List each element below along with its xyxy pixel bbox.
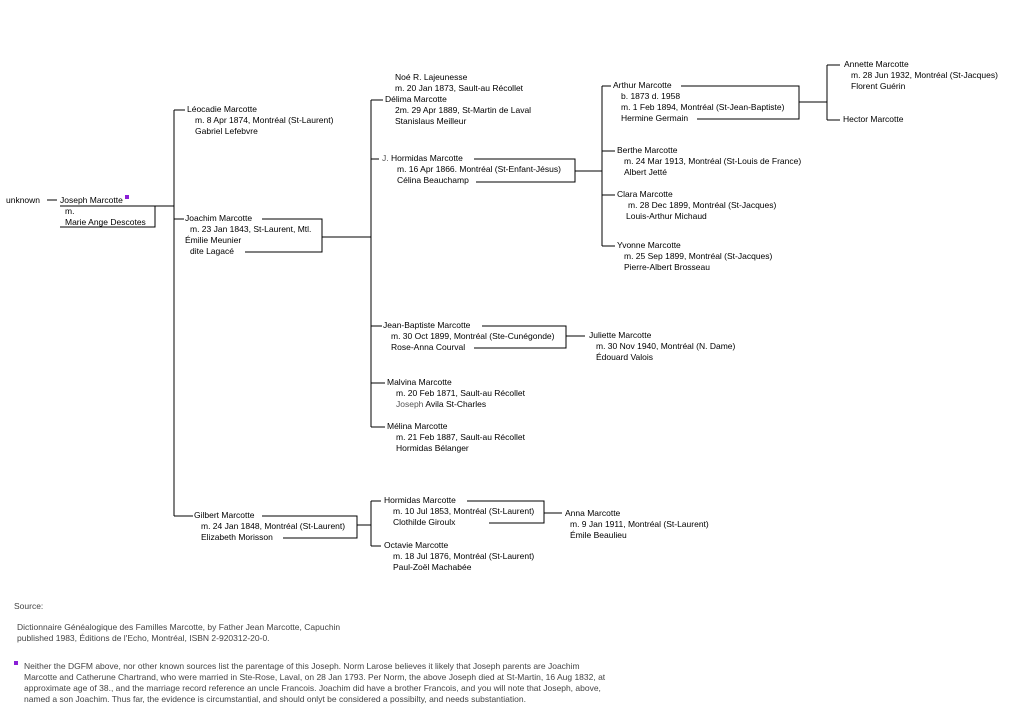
- marriage-info: m. 20 Jan 1873, Sault-au Récollet: [395, 83, 524, 93]
- person-yvonne-marcotte[interactable]: Yvonne Marcotte: [617, 240, 681, 250]
- marriage-info: m. 28 Dec 1899, Montréal (St-Jacques): [628, 200, 777, 210]
- spouse-name: [396, 399, 486, 410]
- marriage-info: m. 8 Apr 1874, Montréal (St-Laurent): [195, 115, 334, 125]
- person-name: Joseph Marcotte: [60, 195, 123, 205]
- spouse-name: Hermine Germain: [621, 113, 689, 123]
- marriage-info: m. 30 Nov 1940, Montréal (N. Dame): [596, 341, 736, 351]
- person-melina-marcotte[interactable]: Mélina Marcotte: [387, 421, 448, 431]
- marriage-info: 2m. 29 Apr 1889, St-Martin de Laval: [395, 105, 532, 115]
- spouse-name: Stanislaus Meilleur: [395, 116, 467, 126]
- footnote-line: Neither the DGFM above, nor other known sources list the parentage of this Joseph. Norm Larose believes it likely that Joseph parents are Joachim: [24, 661, 580, 671]
- spouse-name: Gabriel Lefebvre: [195, 126, 258, 136]
- spouse-prefix: Joseph: [396, 399, 424, 409]
- source-heading: Source:: [14, 601, 44, 611]
- person-berthe-marcotte[interactable]: Berthe Marcotte: [617, 145, 678, 155]
- person-clara-marcotte[interactable]: Clara Marcotte: [617, 189, 673, 199]
- spouse-name: Clothilde Giroulx: [393, 517, 456, 527]
- person-noe-lajeunesse[interactable]: Noé R. Lajeunesse: [395, 72, 468, 82]
- spouse-marie-ange-descotes: Marie Ange Descotes: [65, 217, 146, 227]
- marriage-info: m. 23 Jan 1843, St-Laurent, Mtl.: [190, 224, 312, 234]
- person-jean-baptiste-marcotte[interactable]: Jean-Baptiste Marcotte: [383, 320, 471, 330]
- person-hector-marcotte[interactable]: Hector Marcotte: [843, 114, 904, 124]
- spouse-name: Célina Beauchamp: [397, 175, 469, 185]
- person-malvina-marcotte[interactable]: Malvina Marcotte: [387, 377, 452, 387]
- marriage-info: m. 28 Jun 1932, Montréal (St-Jacques): [851, 70, 998, 80]
- marriage-info: m. 25 Sep 1899, Montréal (St-Jacques): [624, 251, 773, 261]
- marriage-info: m. 30 Oct 1899, Montréal (Ste-Cunégonde): [391, 331, 555, 341]
- life-dates: b. 1873 d. 1958: [621, 91, 681, 101]
- person-arthur-marcotte[interactable]: Arthur Marcotte: [613, 80, 672, 90]
- spouse-name: Rose-Anna Courval: [391, 342, 466, 352]
- person-annette-marcotte[interactable]: Annette Marcotte: [844, 59, 909, 69]
- spouse-name-alias: dite Lagacé: [190, 246, 234, 256]
- spouse-surname: Avila St-Charles: [425, 399, 487, 409]
- marriage-info: m. 10 Jul 1853, Montréal (St-Laurent): [393, 506, 535, 516]
- source-citation-line1: Dictionnaire Généalogique des Familles Marcotte, by Father Jean Marcotte, Capuchin: [17, 622, 341, 632]
- marriage-info: m. 9 Jan 1911, Montréal (St-Laurent): [570, 519, 709, 529]
- person-joseph-marcotte[interactable]: [60, 195, 129, 206]
- spouse-name: Émilie Meunier: [185, 235, 242, 245]
- footnote-text: [24, 661, 605, 705]
- spouse-name: Pierre-Albert Brosseau: [624, 262, 710, 272]
- spouse-name: Paul-Zoël Machabée: [393, 562, 472, 572]
- person-anna-marcotte[interactable]: Anna Marcotte: [565, 508, 621, 518]
- marriage-info: m. 1 Feb 1894, Montréal (St-Jean-Baptiste): [621, 102, 785, 112]
- spouse-name: Elizabeth Morisson: [201, 532, 273, 542]
- person-leocadie-marcotte[interactable]: Léocadie Marcotte: [187, 104, 257, 114]
- person-gilbert-marcotte[interactable]: Gilbert Marcotte: [194, 510, 255, 520]
- marriage-info: m. 21 Feb 1887, Sault-au Récollet: [396, 432, 525, 442]
- spouse-name: Émile Beaulieu: [570, 530, 627, 540]
- person-octavie-marcotte[interactable]: Octavie Marcotte: [384, 540, 449, 550]
- spouse-name: Albert Jetté: [624, 167, 667, 177]
- footnote-line: approximate age of 38., and the marriage record reference an uncle Francois. Joachim did have a brother Francois, and you will note that Joseph, above,: [24, 683, 601, 693]
- unknown-parent-label: unknown: [6, 195, 41, 205]
- marriage-label: m.: [65, 206, 75, 216]
- person-juliette-marcotte[interactable]: Juliette Marcotte: [589, 330, 652, 340]
- spouse-name: Édouard Valois: [596, 352, 654, 362]
- person-joachim-marcotte[interactable]: Joachim Marcotte: [185, 213, 253, 223]
- marriage-info: m. 16 Apr 1866. Montréal (St-Enfant-Jésus): [397, 164, 561, 174]
- marriage-info: m. 20 Feb 1871, Sault-au Récollet: [396, 388, 525, 398]
- person-delima-marcotte[interactable]: Délima Marcotte: [385, 94, 447, 104]
- spouse-name: Louis-Arthur Michaud: [626, 211, 707, 221]
- spouse-name: Florent Guérin: [851, 81, 906, 91]
- source-citation-line2: published 1983, Éditions de l'Echo, Montréal, ISBN 2-920312-20-0.: [17, 633, 270, 643]
- marriage-info: m. 18 Jul 1876, Montréal (St-Laurent): [393, 551, 535, 561]
- footnote-marker-icon: [14, 661, 18, 665]
- footnote-line: Marcotte and Catherune Chartrand, who were married in Ste-Rose, Laval, on 28 Jan 1793. Per Norm, the above Joseph died at St-Martin, 16 Aug 1832, at: [24, 672, 606, 682]
- person-j-hormidas-marcotte[interactable]: [382, 153, 463, 164]
- footnote-marker-icon[interactable]: [125, 195, 129, 199]
- person-hormidas-marcotte-gilbert[interactable]: Hormidas Marcotte: [384, 495, 456, 505]
- name-prefix: J.: [382, 153, 389, 163]
- person-name: Hormidas Marcotte: [391, 153, 463, 163]
- footnote-line: named a son Joachim. Thus far, the evidence is circumstantial, and should onlyt be considered a possibilty, and needs substantiation.: [24, 694, 526, 704]
- marriage-info: m. 24 Mar 1913, Montréal (St-Louis de France): [624, 156, 802, 166]
- spouse-name: Hormidas Bélanger: [396, 443, 469, 453]
- marriage-info: m. 24 Jan 1848, Montréal (St-Laurent): [201, 521, 346, 531]
